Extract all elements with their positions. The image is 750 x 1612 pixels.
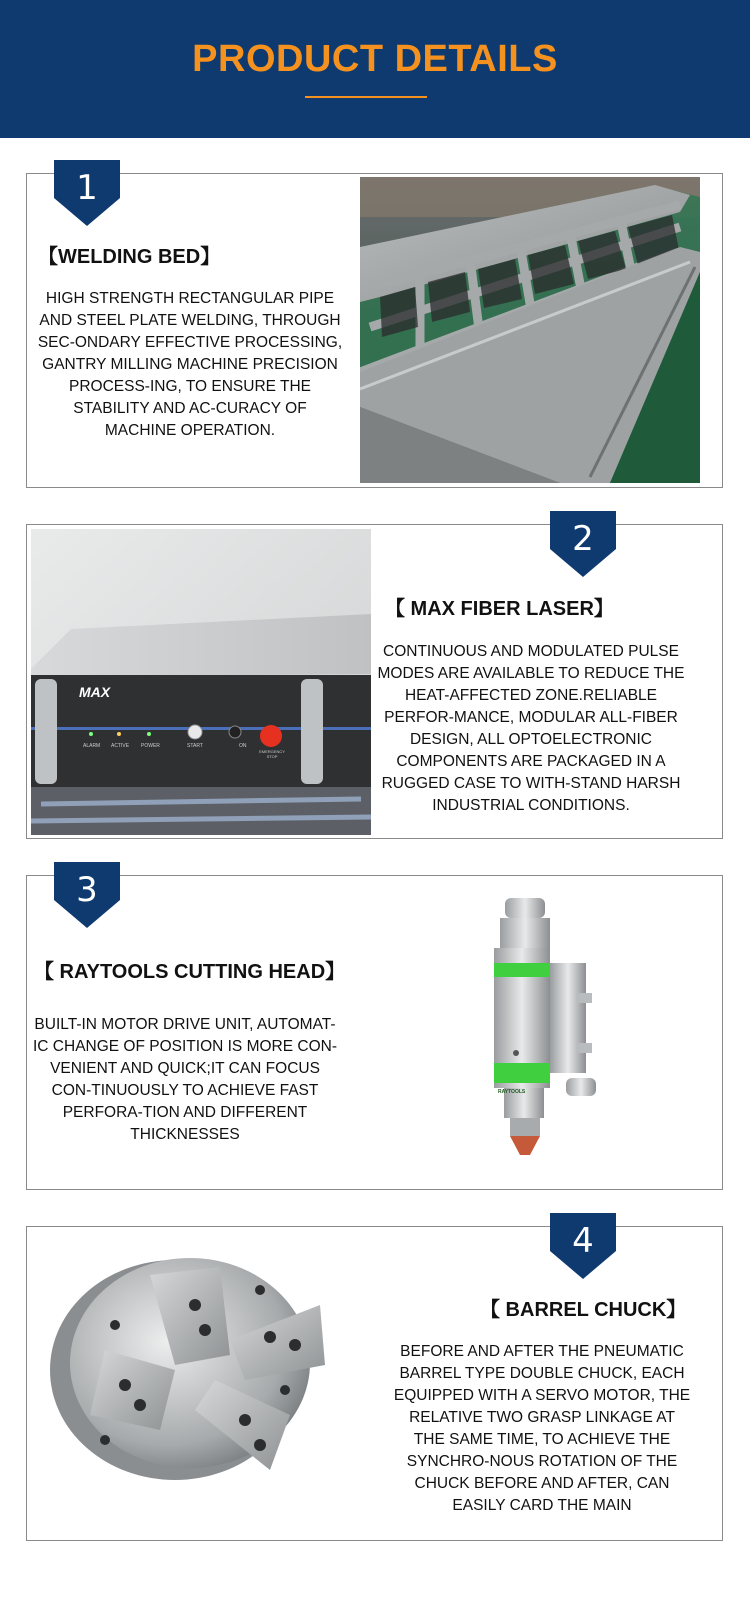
- cutting-head-brand-label: RAYTOOLS: [498, 1089, 526, 1095]
- section-description-max-fiber-laser: CONTINUOUS AND MODULATED PULSE MODES ARE AVAILABLE TO REDUCE THE HEAT-AFFECTED ZONE.RELIABLE PERFOR-MANCE, MODULAR ALL-FIBER DESIGN, ALL OPTOELECTRONIC COMPONENTS ARE PACKAGED IN A RUGGED CASE TO WITH-STAND HARSH INDUSTRIAL CONDITIONS.: [377, 643, 685, 814]
- laser-alarm-label: ALARM: [83, 743, 101, 749]
- section-description-barrel-chuck: BEFORE AND AFTER THE PNEUMATIC BARREL TYPE DOUBLE CHUCK, EACH EQUIPPED WITH A SERVO MOTOR, THE RELATIVE TWO GRASP LINKAGE AT THE SAME TIME, TO ACHIEVE THE SYNCHRO-NOUS ROTATION OF THE CHUCK BEFORE AND AFTER, CAN EASILY CARD THE MAIN: [393, 1343, 691, 1514]
- page-title: PRODUCT DETAILS: [192, 38, 558, 80]
- fiber-laser-photo: [31, 529, 371, 835]
- section-title-max-fiber-laser: 【 MAX FIBER LASER】: [385, 598, 614, 620]
- section-number-badge-2: 2: [550, 511, 616, 577]
- section-description-raytools-cutting-head: BUILT-IN MOTOR DRIVE UNIT, AUTOMAT-IC CHANGE OF POSITION IS MORE CON-VENIENT AND QUICK;IT CAN FOCUS CON-TINUOUSLY TO ACHIEVE FAST PERFORA-TION AND DIFFERENT THICKNESSES: [33, 1016, 337, 1143]
- laser-start-label: START: [187, 743, 203, 749]
- cutting-head-photo: [470, 893, 610, 1163]
- section-description-welding-bed: HIGH STRENGTH RECTANGULAR PIPE AND STEEL PLATE WELDING, THROUGH SEC-ONDARY EFFECTIVE PROCESSING, GANTRY MILLING MACHINE PRECISION PROCESS-ING, TO ENSURE THE STABILITY AND AC-CURACY OF MACHINE OPERATION.: [37, 290, 343, 439]
- welding-bed-photo: [360, 177, 700, 483]
- section-title-welding-bed: 【WELDING BED】: [38, 246, 221, 268]
- barrel-chuck-photo: [45, 1245, 335, 1485]
- section-number-badge-3: 3: [54, 862, 120, 928]
- section-number-badge-1: 1: [54, 160, 120, 226]
- laser-active-label: ACTIVE: [111, 743, 130, 749]
- laser-brand-label: MAX: [79, 684, 111, 700]
- section-number-badge-4: 4: [550, 1213, 616, 1279]
- laser-on-label: ON: [239, 743, 247, 749]
- laser-power-label: POWER: [141, 743, 160, 749]
- laser-emergency-label: EMERGENCY STOP: [259, 749, 285, 759]
- section-title-raytools-cutting-head: 【 RAYTOOLS CUTTING HEAD】: [34, 961, 346, 983]
- section-title-barrel-chuck: 【 BARREL CHUCK】: [480, 1299, 687, 1321]
- title-underline: [305, 96, 427, 98]
- page-header: [0, 0, 750, 138]
